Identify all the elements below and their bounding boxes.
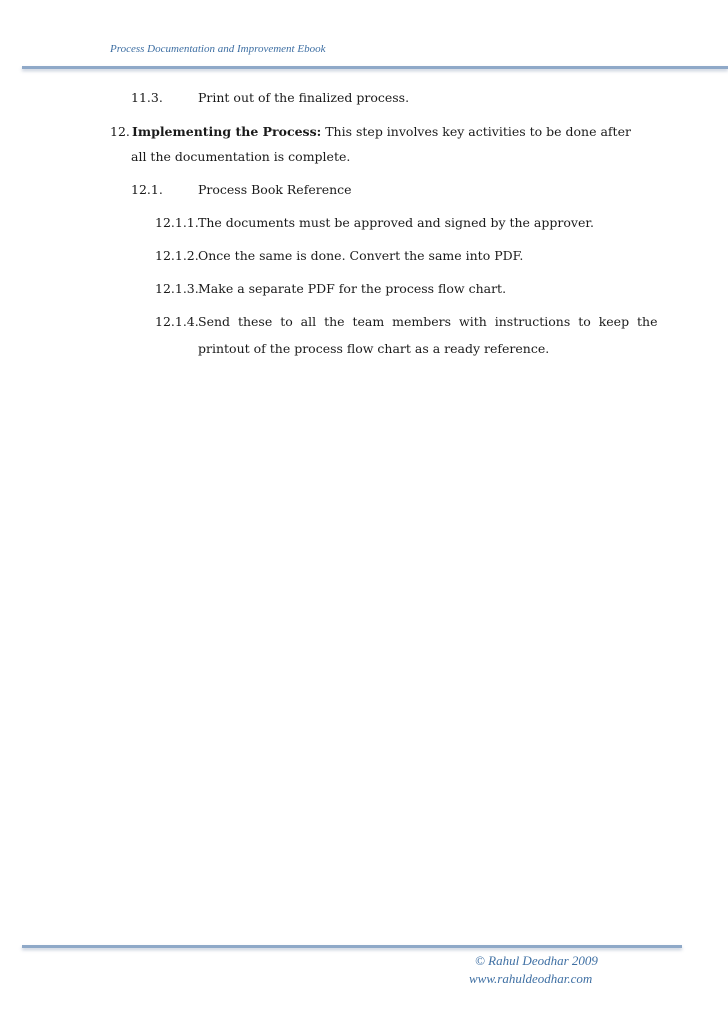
list-item-12-1-4-continuation: printout of the process flow chart as a ready reference. bbox=[198, 341, 550, 356]
list-item-12 bbox=[110, 124, 631, 139]
list-item-12-1-1 bbox=[155, 215, 594, 230]
list-number: 12.1.1. bbox=[155, 215, 199, 230]
list-text: Once the same is done. Convert the same into PDF. bbox=[198, 248, 524, 263]
footer-copyright: © Rahul Deodhar 2009 bbox=[475, 953, 598, 968]
list-number: 12. bbox=[110, 124, 130, 139]
list-item-12-continuation: all the documentation is complete. bbox=[131, 149, 351, 164]
header-title: Process Documentation and Improvement Ebook bbox=[110, 43, 326, 55]
list-text: This step involves key activities to be done after bbox=[325, 124, 631, 139]
header-divider bbox=[22, 66, 728, 69]
list-item-12-1-3 bbox=[155, 281, 506, 296]
list-text: Print out of the finalized process. bbox=[198, 90, 410, 105]
list-item-12-1-2 bbox=[155, 248, 523, 263]
list-text: Process Book Reference bbox=[198, 182, 352, 197]
list-number: 12.1.2. bbox=[155, 248, 199, 263]
list-number: 11.3. bbox=[131, 90, 163, 105]
list-item-12-1-4 bbox=[155, 314, 658, 329]
list-text: Make a separate PDF for the process flow chart. bbox=[198, 281, 507, 296]
section-heading: Implementing the Process: bbox=[132, 124, 322, 139]
list-item-12-1 bbox=[131, 182, 352, 197]
list-text: The documents must be approved and signed by the approver. bbox=[198, 215, 594, 230]
footer-website: www.rahuldeodhar.com bbox=[469, 971, 593, 986]
list-number: 12.1.4. bbox=[155, 314, 199, 329]
list-item-11-3 bbox=[131, 90, 409, 105]
list-text: Send these to all the team members with instructions to keep the bbox=[198, 314, 658, 329]
list-number: 12.1.3. bbox=[155, 281, 199, 296]
footer-divider bbox=[22, 945, 682, 948]
list-number: 12.1. bbox=[131, 182, 163, 197]
